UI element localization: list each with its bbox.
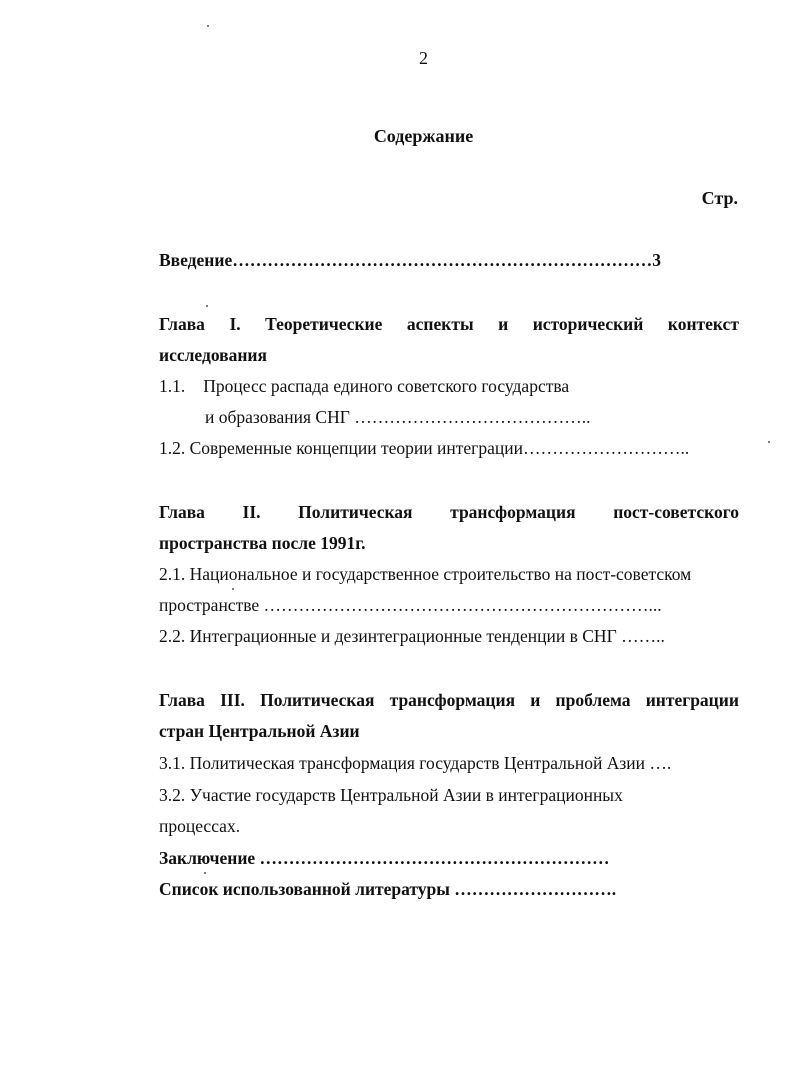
- chapter-1-word: Теоретические: [265, 314, 383, 334]
- chapter-2-word: II.: [242, 502, 261, 522]
- chapter-2-heading-cont: пространства после 1991г.: [159, 533, 366, 553]
- chapter-1-word: контекст: [667, 314, 739, 334]
- toc-intro-label: Введение: [159, 250, 233, 270]
- chapter-3-word: Глава: [159, 690, 205, 710]
- toc-item-1-1-cont: и образования СНГ …………………………………..: [205, 407, 591, 427]
- chapter-1-word: и: [498, 314, 509, 334]
- chapter-3-heading-cont: стран Центральной Азии: [159, 721, 360, 741]
- chapter-2-word: трансформация: [450, 502, 576, 522]
- chapter-2-word: пост-советского: [613, 502, 739, 522]
- toc-intro: [159, 250, 661, 271]
- page-column-label: Стр.: [701, 188, 738, 208]
- toc-item-3-2: 3.2. Участие государств Центральной Азии в интеграционных: [159, 785, 623, 805]
- toc-item-3-2-cont: процессах.: [159, 816, 241, 836]
- chapter-3-word: интеграции: [645, 690, 739, 710]
- chapter-1-word: аспекты: [406, 314, 474, 334]
- scan-speck: [207, 25, 209, 27]
- chapter-2-word: Политическая: [298, 502, 413, 522]
- chapter-2-word: Глава: [159, 502, 205, 522]
- chapter-3-word: трансформация: [389, 690, 516, 710]
- chapter-3-word: проблема: [555, 690, 631, 710]
- page-number: 2: [419, 48, 428, 68]
- toc-item-2-1-cont: пространстве …………………………………………………………...: [159, 595, 662, 615]
- toc-intro-dots: ………………………………………………………………: [232, 250, 653, 270]
- toc-item-number: 1.1.: [159, 376, 186, 396]
- toc-item-text: Процесс распада единого советского государства: [203, 376, 570, 396]
- scan-speck: [232, 588, 234, 590]
- toc-bibliography: Список использованной литературы ……………………….: [159, 879, 617, 899]
- chapter-1-heading-cont: исследования: [159, 345, 267, 365]
- chapter-3-heading: [159, 690, 739, 711]
- chapter-1-heading: [159, 314, 739, 335]
- scan-speck: [206, 305, 208, 307]
- toc-item-3-1: 3.1. Политическая трансформация государств Центральной Азии ….: [159, 753, 672, 773]
- chapter-2-heading: [159, 502, 739, 523]
- toc-intro-page: 3: [652, 250, 661, 270]
- chapter-3-word: и: [530, 690, 541, 710]
- chapter-3-word: III.: [220, 690, 245, 710]
- scan-speck: [768, 441, 770, 443]
- page-title: Содержание: [373, 126, 474, 146]
- chapter-3-word: Политическая: [260, 690, 375, 710]
- chapter-1-word: Глава: [159, 314, 205, 334]
- scan-speck: [204, 872, 206, 874]
- toc-item-1-2: 1.2. Современные концепции теории интеграции………………………..: [159, 438, 690, 458]
- toc-item-1-1: [159, 376, 569, 397]
- toc-item-2-1: 2.1. Национальное и государственное строительство на пост-советском: [159, 564, 692, 584]
- chapter-1-word: исторический: [532, 314, 644, 334]
- chapter-1-word: I.: [229, 314, 241, 334]
- toc-item-2-2: 2.2. Интеграционные и дезинтеграционные тенденции в СНГ ……..: [159, 626, 665, 646]
- toc-conclusion: Заключение ……………………………………………………: [159, 848, 610, 868]
